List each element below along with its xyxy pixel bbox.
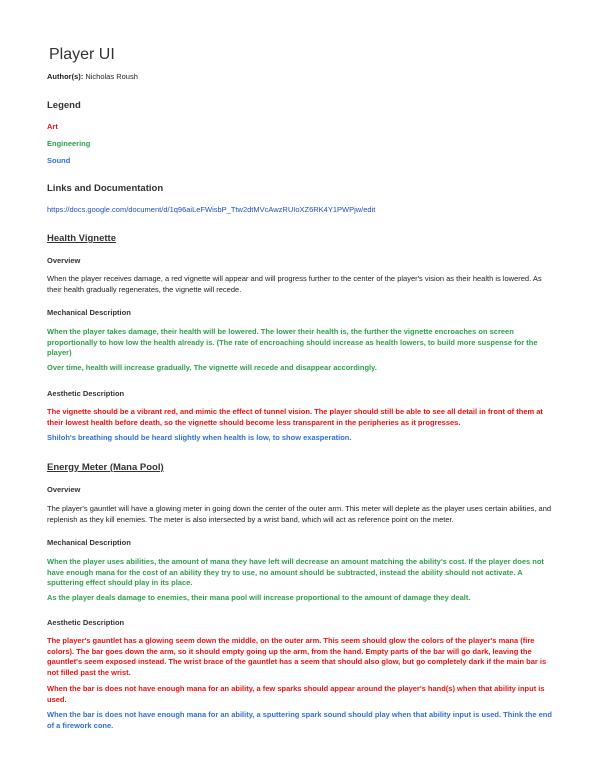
energy-mechanical-text-2: As the player deals damage to enemies, their mana pool will increase proportional to the amount of damage they dealt.: [47, 593, 471, 602]
energy-aesthetic-heading: Aesthetic Description: [47, 618, 125, 627]
energy-aesthetic-text-2: When the bar is does not have enough mana for an ability, a few sparks should appear around the player's hand(s) when that ability input is used.: [47, 684, 545, 704]
health-vignette-heading: Health Vignette: [47, 233, 116, 244]
legend-engineering: Engineering: [47, 139, 91, 148]
energy-meter-heading: Energy Meter (Mana Pool): [47, 462, 164, 473]
author-line: [47, 72, 557, 81]
health-overview-text: When the player receives damage, a red vignette will appear and will progress further to the center of the player's vision as their health is lowered. As their health gradually regenerates, the vignette will recede.: [47, 274, 542, 294]
author-name: Nicholas Roush: [85, 72, 138, 81]
health-overview-heading: Overview: [47, 256, 81, 265]
health-mechanical-text-2: Over time, health will increase gradually. The vignette will recede and disappear accordingly.: [47, 363, 377, 372]
energy-overview-text: The player's gauntlet will have a glowing meter in going down the center of the outer arm. This meter will deplete as the player uses certain abilities, and replenish as they kill enemies. The meter is also intersected by a wrist band, which will act as reference point on the meter.: [47, 504, 552, 524]
documentation-link[interactable]: https://docs.google.com/document/d/1q96aiLeFWisbP_Ttw2dtMVcAwzRUIoXZ6RK4Y1PWPjw/edit: [47, 205, 376, 214]
legend-art: Art: [47, 122, 58, 131]
legend-heading: Legend: [47, 100, 81, 111]
energy-mechanical-heading: Mechanical Description: [47, 538, 131, 547]
energy-aesthetic-text-1: The player's gauntlet has a glowing seem down the middle, on the outer arm. This seem should glow the colors of the player's mana (fire colors). The bar goes down the arm, so it should empty going up the arm, from the hand. Empty parts of the bar will go dark, leaving the gauntlet's seem exposed instead. The wrist brace of the gauntlet has a seem that should also glow, but go completely dark if the main bar is not filled past the wrist.: [47, 636, 547, 677]
energy-aesthetic-text-3: When the bar is does not have enough mana for an ability, a sputtering spark sound should play when that ability input is used. Think the end of a firework cone.: [47, 710, 552, 730]
links-heading: Links and Documentation: [47, 183, 164, 194]
health-mechanical-text-1: When the player takes damage, their health will be lowered. The lower their health is, the further the vignette encroaches on screen proportionally to how low the health already is. (The rate of encroaching should increase as health lowers, to build more suspense for the player): [47, 327, 538, 357]
page-title: Player UI: [49, 46, 115, 63]
legend-sound: Sound: [47, 156, 71, 165]
author-label: Author(s):: [47, 72, 84, 81]
health-mechanical-heading: Mechanical Description: [47, 308, 131, 317]
health-aesthetic-heading: Aesthetic Description: [47, 389, 125, 398]
energy-mechanical-text-1: When the player uses abilities, the amount of mana they have left will decrease an amount matching the ability's cost. If the player does not have enough mana for the cost of an ability they try to use, no amount should be subtracted, instead the ability should not activate. A sputtering effect should play in its place.: [47, 557, 544, 587]
health-aesthetic-text-1: The vignette should be a vibrant red, and mimic the effect of tunnel vision. The player should still be able to see all detail in front of them at their lowest health before death, so the vignette should become less transparent in the peripheries as it progresses.: [47, 407, 543, 427]
energy-overview-heading: Overview: [47, 485, 81, 494]
health-aesthetic-text-2: Shiloh's breathing should be heard slightly when health is low, to show exasperation.: [47, 433, 352, 442]
